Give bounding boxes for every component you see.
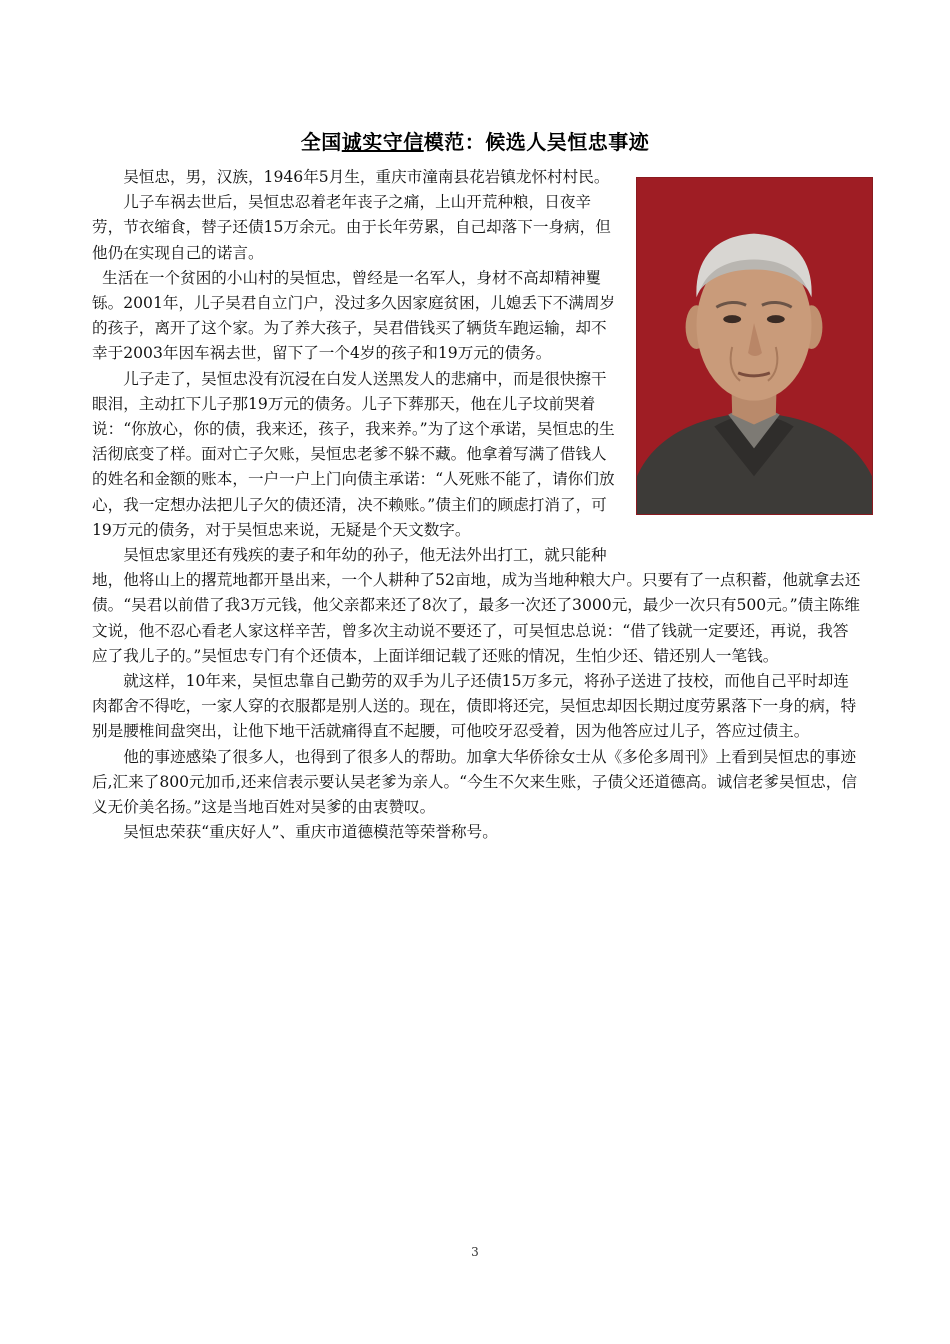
title-suffix: 模范：候选人吴恒忠事迹 [423, 130, 650, 154]
title-prefix: 全国 [300, 130, 342, 154]
title-underlined: 诚实守信 [341, 130, 424, 154]
paragraph-farming: 吴恒忠家里还有残疾的妻子和年幼的孙子，他无法外出打工，就只能种地，他将山上的撂荒地都开垦出来，一个人耕种了52亩地，成为当地种粮大户。只要有了一点积蓄，他就拿去还债。“吴君以前借了我3万元钱，他父亲都来还了8次了，最多一次还了3000元，最少一次只有500元。”债主陈维文说，他不忍心看老人家这样辛苦，曾多次主动说不要还了，可吴恒忠总说：“借了钱就一定要还，再说，我答应了我儿子的。”吴恒忠专门有个还债本，上面详细记载了还账的情况，生怕少还、错还别人一笔钱。 [92, 546, 861, 665]
article-body [92, 165, 864, 845]
paragraph-promise: 儿子走了，吴恒忠没有沉浸在白发人送黑发人的悲痛中，而是很快擦干眼泪，主动扛下儿子那19万元的债务。儿子下葬那天，他在儿子坟前哭着说：“你放心，你的债，我来还，孩子，我来养。”为了这个承诺，吴恒忠的生活彻底变了样。面对亡子欠账，吴恒忠老爹不躲不藏。他拿着写满了借钱人的姓名和金额的账本，一户一户上门向债主承诺：“人死账不能了，请你们放心，我一定想办法把儿子欠的债还清，决不赖账。”债主们的顾虑打消了，可19万元的债务，对于吴恒忠来说，无疑是个天文数字。 [92, 369, 615, 539]
page-title [0, 126, 950, 155]
paragraph-influence: 他的事迹感染了很多人，也得到了很多人的帮助。加拿大华侨徐女士从《多伦多周刊》上看到吴恒忠的事迹后,汇来了800元加币,还来信表示要认吴老爹为亲人。“今生不欠来生账，子债父还道德高。诚信老爹吴恒忠，信义无价美名扬。”这是当地百姓对吴爹的由衷赞叹。 [92, 747, 857, 817]
paragraph-honors: 吴恒忠荣获“重庆好人”、重庆市道德模范等荣誉称号。 [123, 823, 498, 842]
paragraph-summary: 儿子车祸去世后，吴恒忠忍着老年丧子之痛，上山开荒种粮，日夜辛劳，节衣缩食，替子还债15万余元。由于长年劳累，自己却落下一身病，但他仍在实现自己的诺言。 [92, 193, 611, 262]
photo-wrap-space [618, 177, 864, 553]
paragraph-intro: 吴恒忠，男，汉族，1946年5月生，重庆市潼南县花岩镇龙怀村村民。 [123, 168, 610, 186]
page-number: 3 [471, 1245, 479, 1259]
paragraph-background: 生活在一个贫困的小山村的吴恒忠，曾经是一名军人，身材不高却精神矍铄。2001年，儿子吴君自立门户，没过多久因家庭贫困，儿媳丢下不满周岁的孩子，离开了这个家。为了养大孩子，吴君借钱买了辆货车跑运输，却不幸于2003年因车祸去世，留下了一个4岁的孩子和19万元的债务。 [92, 268, 616, 363]
paragraph-ten-years: 就这样，10年来，吴恒忠靠自己勤劳的双手为儿子还债15万多元，将孙子送进了技校，而他自己平时却连肉都舍不得吃，一家人穿的衣服都是别人送的。现在，债即将还完，吴恒忠却因长期过度劳累落下一身的病，特别是腰椎间盘突出，让他下地干活就痛得直不起腰，可他咬牙忍受着，因为他答应过儿子，答应过债主。 [92, 672, 857, 741]
